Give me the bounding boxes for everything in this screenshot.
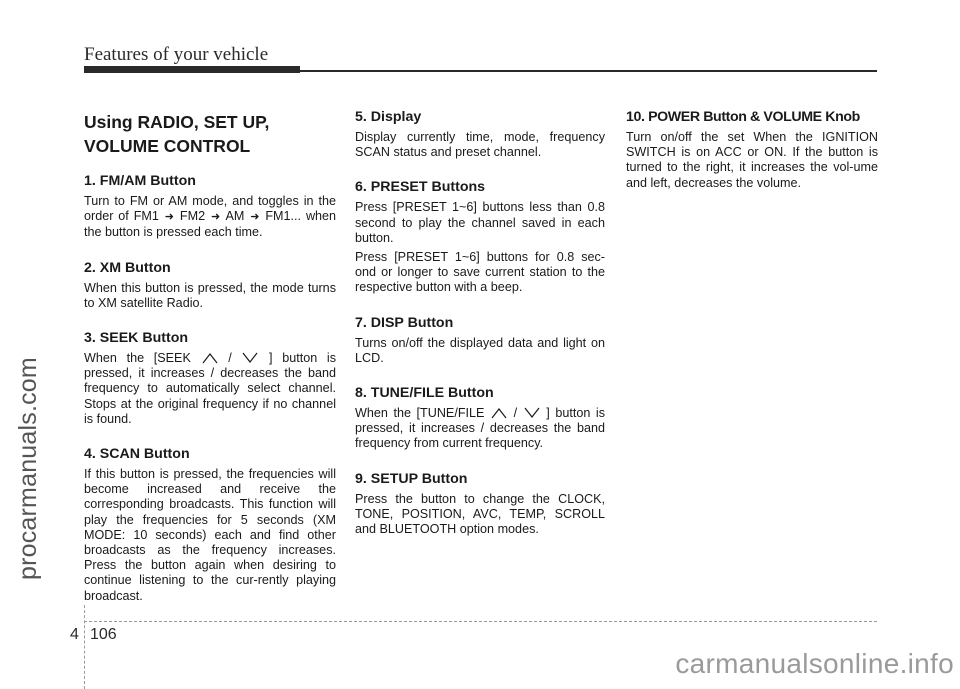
section-title-power-volume: 10. POWER Button & VOLUME Knob [626,109,860,125]
caret-down-icon [241,352,259,364]
right-arrow-icon: ➜ [211,211,221,224]
caret-up-icon [201,352,219,364]
section-title-fm-am: 1. FM/AM Button [84,173,196,189]
section-title-preset: 6. PRESET Buttons [355,179,486,196]
section-title-disp: 7. DISP Button [355,314,454,331]
section-body-seek [84,351,336,427]
section-body-tune-file [355,406,605,452]
section-body-preset-2: Press [PRESET 1~6] buttons for 0.8 sec-ond or longer to save current station to the respective button with a beep. [355,250,605,295]
column-left [84,108,336,622]
section-title-seek: 3. SEEK Button [84,330,189,347]
section-body-setup: Press the button to change the CLOCK, TONE, POSITION, AVC, TEMP, SCROLL and BLUETOOTH option modes. [355,491,605,537]
section-title-scan: 4. SCAN Button [84,446,190,463]
footer-divider-vertical [84,605,85,689]
section-body-fm-am [84,194,336,241]
caret-down-icon [523,407,541,419]
caret-up-icon [490,407,508,419]
section-body-preset-1: Press [PRESET 1~6] buttons less than 0.8 second to play the channel saved in each button. [355,200,605,245]
tune-text-a: When the [TUNE/FILE [355,406,485,421]
column-right [626,108,878,209]
right-arrow-icon: ➜ [250,211,260,224]
section-title-xm: 2. XM Button [84,259,171,276]
chapter-number: 4 [70,626,79,643]
main-heading: Using RADIO, SET UP, VOLUME CONTROL [84,112,270,156]
fm-am-text-b: FM2 [179,209,206,224]
section-title-setup: 9. SETUP Button [355,470,468,487]
section-body-disp: Turns on/off the displayed data and light on LCD. [355,335,605,365]
seek-slash: / [228,351,232,366]
footer-divider-horizontal [84,621,877,622]
section-title-display: 5. Display [355,109,422,125]
seek-text-c: ] button is pressed, it increases / decreases the band frequency to automatically select channel. Stops at the original frequency if no channel is found. [84,351,336,426]
fm-am-text-d: FM1... [265,209,302,224]
section-body-power-volume: Turn on/off the set When the IGNITION SWITCH is on ACC or ON. If the button is turned to the right, it increases the vol-ume and left, decreases the volume. [626,130,878,190]
fm-am-text-c: AM [225,209,245,224]
fm-am-text-a: Turn to FM or AM mode, and toggles in the order of FM1 [84,194,336,224]
header-rule-thin [300,70,877,72]
tune-slash: / [513,406,518,421]
section-body-display: Display currently time, mode, frequency SCAN status and preset channel. [355,130,605,160]
page-number: 106 [90,626,117,643]
section-body-xm: When this button is pressed, the mode turns to XM satellite Radio. [84,280,336,310]
column-middle [355,108,605,555]
header-rule-thick [84,66,300,73]
right-arrow-icon: ➜ [164,211,175,224]
seek-text-a: When the [SEEK [84,351,191,366]
side-watermark: procarmanuals.com [14,357,42,580]
section-body-scan: If this button is pressed, the frequencies will become increased and receive the corresponding broadcasts. This function will play the frequencies for 5 seconds (XM MODE: 10 seconds) each and find other broadcasts as the frequency increases. Press the button again when desiring to continue listening to the cur-rently playing broadcast. [84,467,336,603]
bottom-watermark: carmanualsonline.info [675,648,954,679]
fm-am-text-e: when the button is pressed each time. [84,209,337,240]
tune-text-c: ] button is pressed, it increases / decreases the band frequency from current frequency. [355,406,606,451]
page-header-title: Features of your vehicle [84,44,269,65]
section-title-tune-file: 8. TUNE/FILE Button [355,385,494,402]
